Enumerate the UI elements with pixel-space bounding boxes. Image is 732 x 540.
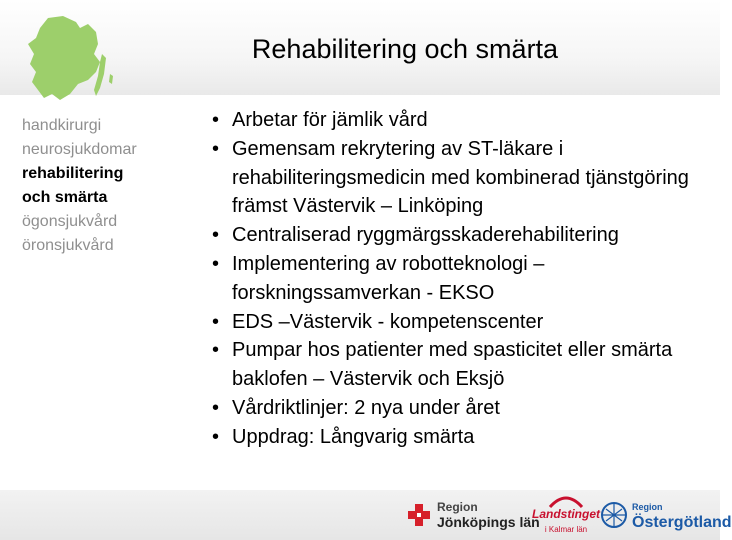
logo-line: Jönköpings län [437,514,540,530]
sidebar-item: öronsjukvård [22,237,114,254]
region-ostergotland-logo [600,496,732,534]
sidebar-item: handkirurgi [22,117,102,134]
region-map-icon [18,14,123,109]
page-title: Rehabilitering och smärta [251,34,559,64]
logo-line: Region [632,502,663,512]
logo-line: Region [437,500,478,514]
sidebar-item: ögonsjukvård [22,213,118,230]
bullet-item: • Arbetar för jämlik vård [212,106,712,135]
landstinget-kalmar-logo [532,496,600,534]
bullet-item: • EDS –Västervik - kompetenscenter [212,308,712,337]
bullet-item: • Implementering av robotteknologi – forskningssamverkan - EKSO [212,250,712,308]
sidebar-item-active: och smärta [22,189,108,206]
globe-pattern-icon [600,501,628,529]
bullet-item: • Vårdriktlinjer: 2 nya under året [212,394,712,423]
logo-line: i Kalmar län [544,525,588,534]
bullet-item: • Pumpar hos patienter med spasticitet eller smärta baklofen – Västervik och Eksjö [212,336,712,394]
sidebar-topic-list [22,114,172,258]
bullet-list [212,106,712,452]
logo-line: Östergötland [632,514,732,531]
bullet-item: • Gemensam rekrytering av ST-läkare i rehabiliteringsmedicin med kombinerad tjänstgöring främst Västervik – Linköping [212,135,712,221]
bullet-item: • Uppdrag: Långvarig smärta [212,423,712,452]
logo-line: Landstinget [532,507,600,521]
red-cross-icon [406,502,432,528]
sidebar-item-active: rehabilitering [22,165,124,182]
region-jonkoping-logo [406,496,540,534]
bullet-item: • Centraliserad ryggmärgsskaderehabilitering [212,221,712,250]
arch-icon [546,493,586,507]
sidebar-item: neurosjukdomar [22,141,137,158]
